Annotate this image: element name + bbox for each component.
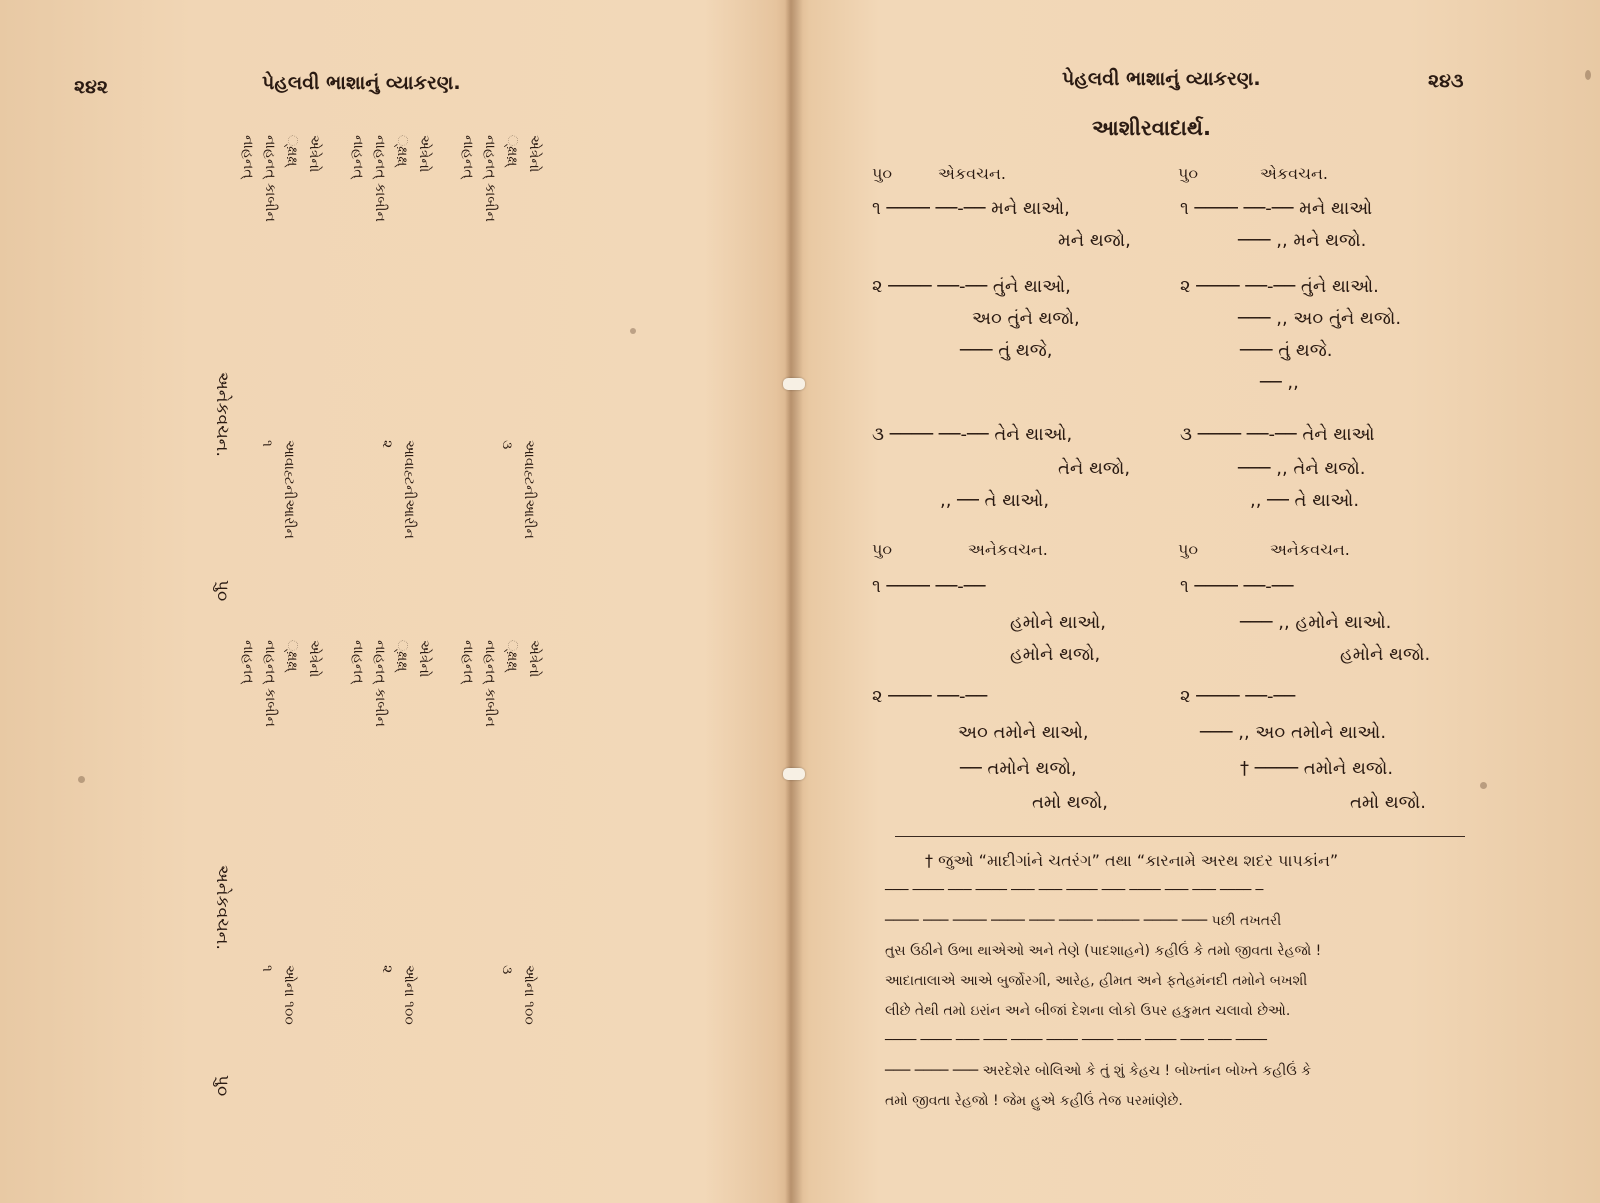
- footnote-line: લીછે તેથી તમો ઇરાંન અને બીજાં દેશના લોકો ઉપર હકુમત ચલાવો છેઓ.: [885, 1003, 1291, 1019]
- paradigm-row-left: ── તમોને થજો,: [960, 758, 1077, 779]
- paradigm-row-right: હમોને થજો.: [1340, 644, 1431, 665]
- singular-title: એકવચન.: [1260, 164, 1328, 183]
- rotated-column: [237, 640, 325, 727]
- rotated-column: [347, 640, 435, 727]
- paradigm-row-right: ,, ── તે થાઓ.: [1250, 490, 1360, 511]
- running-head: પેહલવી ભાશાનું વ્યાકરણ.: [262, 72, 461, 94]
- paper-spot: [78, 776, 85, 783]
- column-note: એત્રેનો: [306, 135, 322, 173]
- footnote-line: તુસ ઉઠીને ઉભા થાએઓ અને તેણે (પાદશાહને) કહીઉં કે તમો જીવતા રેહજો !: [885, 943, 1322, 959]
- paradigm-row-right: ─── ,, અ૦ તમોને થાઓ.: [1200, 722, 1387, 743]
- section-label-plural: અનેકવચન.: [212, 372, 232, 457]
- rotated-column: [457, 640, 545, 727]
- footnote-line: ─── ──── ─── ──── ─── ─── ──── ─── ──── ─── ─── ──── ─: [885, 883, 1264, 898]
- running-head: પેહલવી ભાશાનું વ્યાકરણ.: [1062, 68, 1261, 90]
- column-option: નાહનત્: [240, 135, 256, 179]
- column-note: એત્રેનો: [416, 135, 432, 173]
- rotated-column: [347, 135, 435, 222]
- purush-label: પુ૦: [872, 540, 893, 559]
- column-note: એત્રેનો: [306, 640, 322, 678]
- paper-spot: [630, 328, 636, 334]
- column-note: એત્રેનો: [526, 640, 542, 678]
- column-pahlavi: ્ક્ષ઼ક્ષ઼઼્: [284, 640, 300, 672]
- paradigm-row-right: ૨ ──── ──-──: [1180, 686, 1296, 707]
- footnote-line: ─── ──── ─── અરદેશેર બોલિઓ કે તું શું કેહચ ! બોખ્તાંન બોખ્તે કહીઉં કે: [885, 1063, 1312, 1079]
- paradigm-row-right: ─── ,, અ૦ તુંને થજો.: [1238, 308, 1402, 329]
- column-pahlavi: ્ક્ષ઼ક્ષ઼઼્: [504, 135, 520, 167]
- purush-label: પુ૦: [1178, 540, 1199, 559]
- column-number: ૧: [259, 965, 275, 972]
- plural-title: અનેકવચન.: [968, 540, 1048, 559]
- column-option: નાહનત્ કાબીન: [482, 135, 498, 222]
- paradigm-row-left: ૧ ──── ──-── મને થાઓ,: [872, 198, 1070, 219]
- rotated-column-stem: [256, 440, 300, 539]
- column-option: નાહનત્: [350, 135, 366, 179]
- paradigm-row-left: તમો થજો,: [1032, 792, 1108, 813]
- paradigm-row-left: હમોને થજો,: [1010, 644, 1101, 665]
- column-number: ૩: [499, 965, 515, 975]
- purush-label: પુ૦: [212, 580, 232, 602]
- column-stem: ઓના ૧૦૦: [401, 965, 417, 1025]
- column-option: નાહનત્: [460, 135, 476, 179]
- paradigm-row-right: ─── ,, હમોને થાઓ.: [1240, 612, 1392, 633]
- column-pahlavi: ્ક્ષ઼ક્ષ઼઼્: [394, 135, 410, 167]
- column-option: નાહનત્ કાબીન: [372, 135, 388, 222]
- left-page: [0, 0, 790, 1203]
- column-pahlavi: ્ક્ષ઼ક્ષ઼઼્: [394, 640, 410, 672]
- rotated-column: [237, 135, 325, 222]
- column-stem: આવાહ્ટનીઆરીન: [281, 440, 297, 539]
- column-pahlavi: ્ક્ષ઼ક્ષ઼઼્: [504, 640, 520, 672]
- paradigm-row-left: ,, ── તે થાઓ,: [940, 490, 1050, 511]
- column-number: ૧: [259, 440, 275, 447]
- column-option: નાહનત્: [240, 640, 256, 684]
- column-option: નાહનત્: [350, 640, 366, 684]
- rotated-column: [457, 135, 545, 222]
- footnote-line: † જુઓ “માદીગાંને ચતરંગ” તથા “કારનામે અરથ શદર પાપકાંન”: [925, 851, 1339, 870]
- column-number: ૩: [499, 440, 515, 450]
- column-option: નાહનત્ કાબીન: [262, 135, 278, 222]
- singular-title: એકવચન.: [938, 164, 1006, 183]
- section-label-plural: અનેકવચન.: [212, 865, 232, 950]
- column-stem: ઓના ૧૦૦: [281, 965, 297, 1025]
- paradigm-row-left: ૧ ──── ──-──: [872, 576, 986, 597]
- paradigm-row-left: હમોને થાઓ,: [1010, 612, 1106, 633]
- column-note: એત્રેનો: [416, 640, 432, 678]
- footnote-rule: [895, 836, 1465, 837]
- paradigm-row-left: ૨ ──── ──-── તુંને થાઓ,: [872, 276, 1071, 297]
- footnote-line: તમો જીવતા રેહજો ! જેમ હુએ કહીઉં તેજ પરમાંણેછે.: [885, 1093, 1183, 1109]
- paradigm-row-right: ૧ ──── ──-── મને થાઓ: [1180, 198, 1373, 219]
- column-stem: ઓના ૧૦૦: [521, 965, 537, 1025]
- column-option: નાહનત્ કાબીન: [482, 640, 498, 727]
- footnote-line: ──── ──── ─── ─── ──── ──── ──── ─── ──── ─── ─── ────: [885, 1033, 1268, 1048]
- column-option: નાહનત્ કાબીન: [372, 640, 388, 727]
- rotated-column-stem: [376, 965, 420, 1025]
- paradigm-row-right: ─── તું થજે.: [1240, 340, 1333, 361]
- purush-label: પુ૦: [212, 1075, 232, 1097]
- column-option: નાહનત્: [460, 640, 476, 684]
- paradigm-row-right: † ──── તમોને થજો.: [1240, 758, 1394, 779]
- paradigm-row-right: ─── ,, મને થજો.: [1238, 230, 1367, 251]
- paradigm-row-left: મને થજો,: [1058, 230, 1131, 251]
- footnote: [885, 846, 1505, 1116]
- paradigm-row-left: ૩ ──── ──-── તેને થાઓ,: [872, 424, 1073, 445]
- paradigm-row-right: ૨ ──── ──-── તુંને થાઓ.: [1180, 276, 1379, 297]
- rotated-column-stem: [376, 440, 420, 539]
- paradigm-row-right: તમો થજો.: [1350, 792, 1426, 813]
- purush-label: પુ૦: [872, 164, 893, 183]
- column-number: ૨: [379, 965, 395, 974]
- column-note: એત્રેનો: [526, 135, 542, 173]
- column-stem: આવાહ્ટનીઆરીન: [401, 440, 417, 539]
- rotated-column-stem: [496, 440, 540, 539]
- paper-spot: [1480, 782, 1487, 789]
- rotated-column-stem: [496, 965, 540, 1025]
- section-heading: આશીરવાદાર્થ.: [1092, 116, 1211, 140]
- footnote-line: ──── ─── ──── ──── ─── ──── ───── ──── ─── પછી તખતરી: [885, 913, 1282, 929]
- paper-spot: [1585, 70, 1591, 80]
- paradigm-row-left: અ૦ તુંને થજો,: [972, 308, 1080, 329]
- purush-label: પુ૦: [1178, 164, 1199, 183]
- column-stem: આવાહ્ટનીઆરીન: [521, 440, 537, 539]
- paradigm-row-left: ─── તું થજે,: [960, 340, 1053, 361]
- column-number: ૨: [379, 440, 395, 449]
- column-pahlavi: ્ક્ષ઼ક્ષ઼઼્: [284, 135, 300, 167]
- page-number: ૨૪૩: [1428, 70, 1464, 92]
- paradigm-row-left: અ૦ તમોને થાઓ,: [958, 722, 1089, 743]
- plural-title: અનેકવચન.: [1270, 540, 1350, 559]
- paradigm-row-left: તેને થજો,: [1058, 458, 1131, 479]
- rotated-column-stem: [256, 965, 300, 1025]
- paradigm-row-right: ── ,,: [1260, 372, 1299, 393]
- paradigm-row-right: ૩ ──── ──-── તેને થાઓ: [1180, 424, 1375, 445]
- paradigm-row-right: ─── ,, તેને થજો.: [1238, 458, 1366, 479]
- paradigm-row-right: ૧ ──── ──-──: [1180, 576, 1294, 597]
- paradigm-row-left: ૨ ──── ──-──: [872, 686, 988, 707]
- footnote-line: આદાતાલાએ આએ બુર્જોરગી, આરેહ, હીમત અને ફતેહમંનદી તમોને બખશી: [885, 973, 1308, 989]
- column-option: નાહનત્ કાબીન: [262, 640, 278, 727]
- page-number: ૨૪૨: [74, 76, 109, 98]
